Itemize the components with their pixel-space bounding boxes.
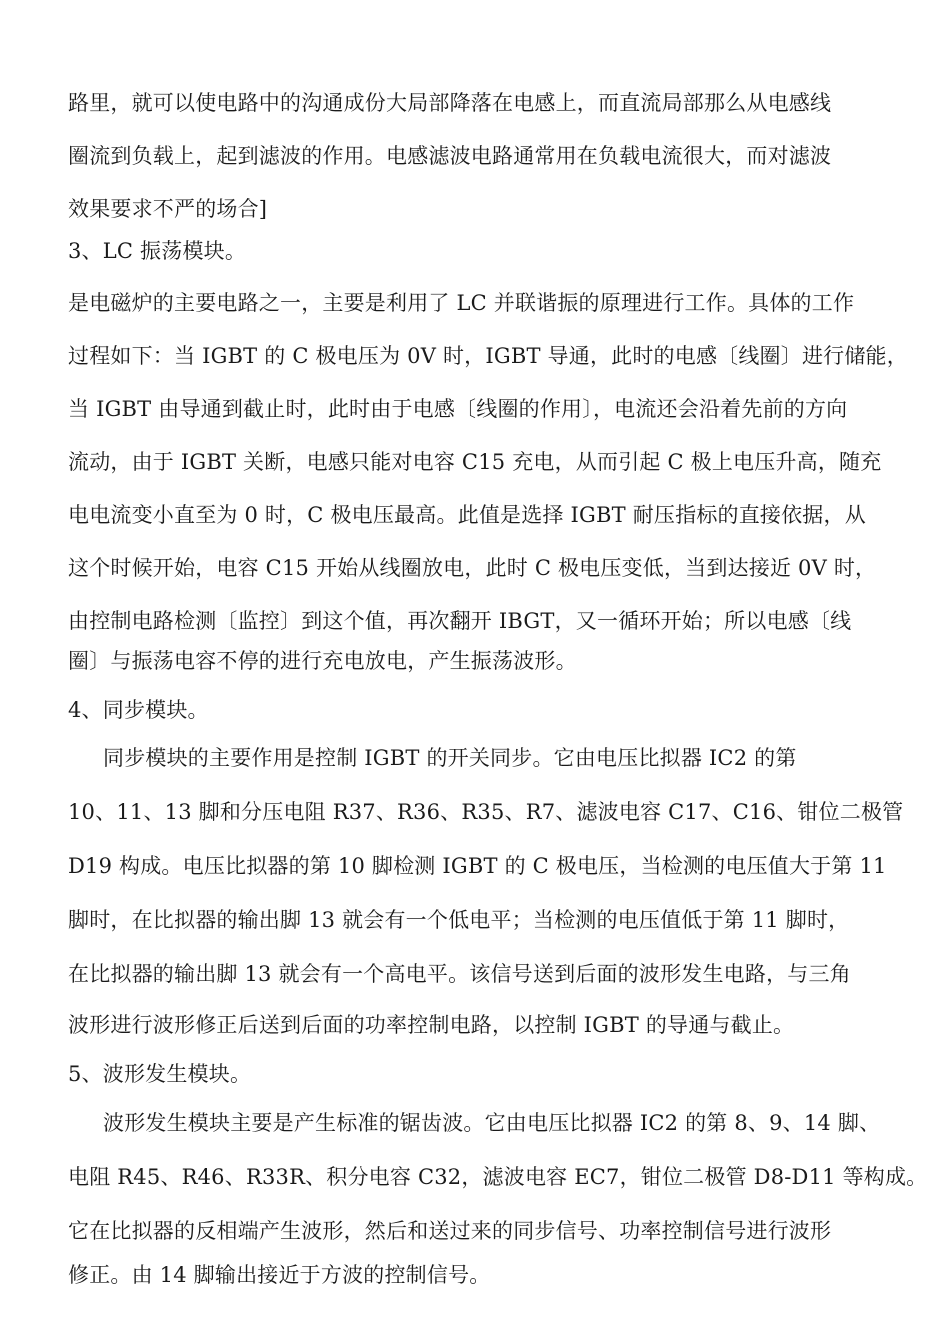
text-line: 这个时候开始，电容 C15 开始从线圈放电，此时 C 极电压变低，当到达接近 0V 时， (68, 556, 877, 580)
text-line: 脚时，在比拟器的输出脚 13 就会有一个低电平；当检测的电压值低于第 11 脚时， (68, 908, 850, 932)
section-heading: 3、LC 振荡模块。 (68, 239, 247, 263)
text-line: 由控制电路检测〔监控〕到这个值，再次翻开 IBGT，又一循环开始；所以电感〔线 (68, 609, 852, 633)
text-line: 同步模块的主要作用是控制 IGBT 的开关同步。它由电压比拟器 IC2 的第 (103, 746, 797, 770)
text-line: 圈〕与振荡电容不停的进行充电放电，产生振荡波形。 (68, 649, 577, 673)
text-line: 流动，由于 IGBT 关断，电感只能对电容 C15 充电，从而引起 C 极上电压升高，随充 (68, 450, 882, 474)
text-line: 10、11、13 脚和分压电阻 R37、R36、R35、R7、滤波电容 C17、C16、钳位二极管 (68, 800, 904, 824)
text-line: 是电磁炉的主要电路之一，主要是利用了 LC 并联谐振的原理进行工作。具体的工作 (68, 291, 855, 315)
text-line: 它在比拟器的反相端产生波形，然后和送过来的同步信号、功率控制信号进行波形 (68, 1219, 832, 1243)
text-line: 效果要求不严的场合] (68, 197, 268, 221)
text-line: D19 构成。电压比拟器的第 10 脚检测 IGBT 的 C 极电压，当检测的电压值大于第 11 (68, 854, 887, 878)
text-line: 波形发生模块主要是产生标准的锯齿波。它由电压比拟器 IC2 的第 8、9、14 脚、 (103, 1111, 881, 1135)
section-heading: 5、波形发生模块。 (68, 1062, 252, 1086)
text-line: 电阻 R45、R46、R33R、积分电容 C32，滤波电容 EC7，钳位二极管 D8-D11 等构成。 (68, 1165, 928, 1189)
text-line: 波形进行波形修正后送到后面的功率控制电路，以控制 IGBT 的导通与截止。 (68, 1013, 795, 1037)
text-line: 圈流到负载上，起到滤波的作用。电感滤波电路通常用在负载电流很大，而对滤波 (68, 144, 832, 168)
text-line: 在比拟器的输出脚 13 就会有一个高电平。该信号送到后面的波形发生电路，与三角 (68, 962, 851, 986)
text-line: 修正。由 14 脚输出接近于方波的控制信号。 (68, 1263, 491, 1287)
text-line: 过程如下：当 IGBT 的 C 极电压为 0V 时，IGBT 导通，此时的电感〔线圈〕进行储能， (68, 344, 908, 368)
text-line: 路里，就可以使电路中的沟通成份大局部降落在电感上，而直流局部那么从电感线 (68, 91, 832, 115)
text-line: 电电流变小直至为 0 时，C 极电压最高。此值是选择 IGBT 耐压指标的直接依据，从 (68, 503, 866, 527)
section-heading: 4、同步模块。 (68, 698, 209, 722)
text-line: 当 IGBT 由导通到截止时，此时由于电感〔线圈的作用〕，电流还会沿着先前的方向 (68, 397, 848, 421)
